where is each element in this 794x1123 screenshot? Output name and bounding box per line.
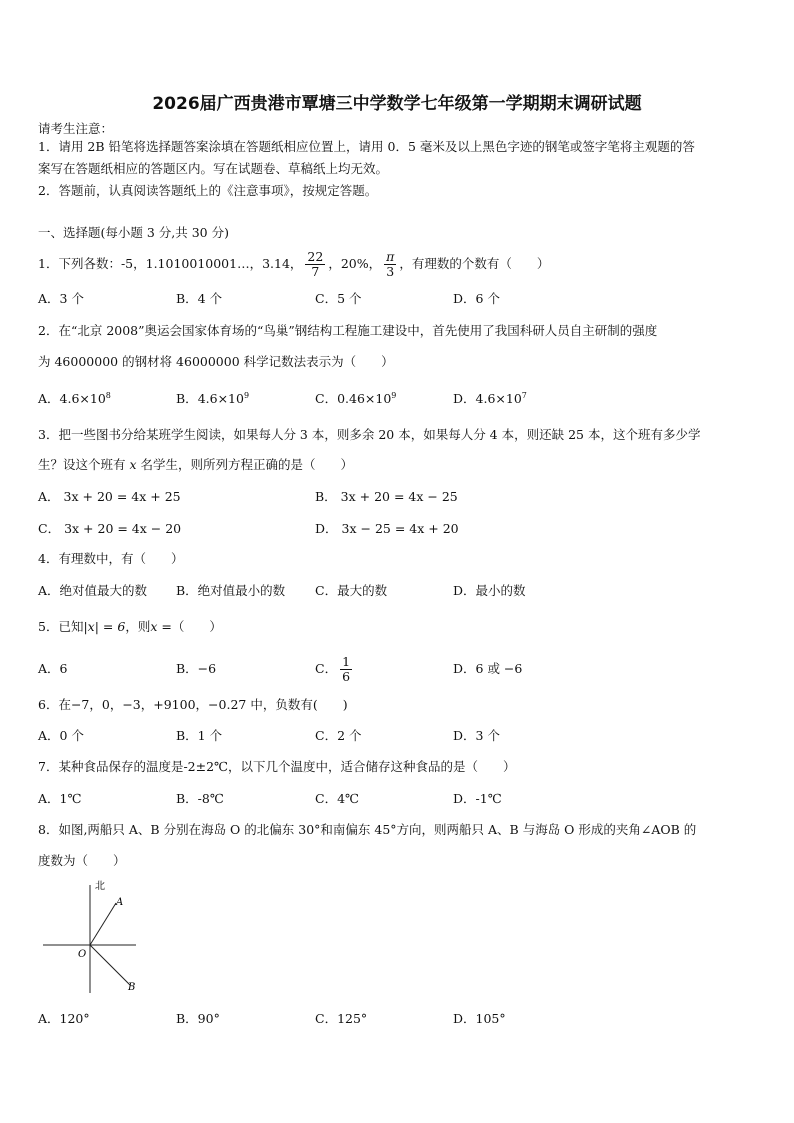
q7-option-a[interactable]: A．1℃ xyxy=(38,791,82,806)
point-b-label: B xyxy=(128,982,136,993)
q4-option-b[interactable]: B．绝对值最小的数 xyxy=(176,583,286,598)
question-4-stem: 4．有理数中，有（ ） xyxy=(38,551,184,566)
q3-option-d[interactable]: D． 3x − 25 = 4x + 20 xyxy=(315,521,459,536)
fraction-1-6: $\frac{1}{6}$ xyxy=(342,653,351,684)
point-o-label: O xyxy=(78,949,87,960)
q4-option-d[interactable]: D．最小的数 xyxy=(453,583,526,598)
q4-option-c[interactable]: C．最大的数 xyxy=(315,583,388,598)
question-8-line-2: 度数为（ ） xyxy=(38,853,126,868)
question-5-stem: 5．已知|x| = 6，则x =（ ） xyxy=(38,619,222,634)
q7-option-d[interactable]: D．-1℃ xyxy=(453,791,502,806)
compass-diagram xyxy=(38,875,148,1000)
q7-option-c[interactable]: C．4℃ xyxy=(315,791,360,806)
page-title: 2026届广西贵港市覃塘三中学数学七年级第一学期期末调研试题 xyxy=(152,94,642,114)
q3-option-a[interactable]: A． 3x + 20 = 4x + 25 xyxy=(38,489,181,504)
q3-option-b[interactable]: B． 3x + 20 = 4x − 25 xyxy=(315,489,458,504)
section-heading: 一、选择题(每小题 3 分,共 30 分) xyxy=(38,225,229,240)
question-8-line-1: 8．如图,两船只 A、B 分别在海岛 O 的北偏东 30°和南偏东 45°方向，则两船只 A、B 与海岛 O 形成的夹角∠AOB 的 xyxy=(38,822,697,837)
ray-ob xyxy=(90,945,130,985)
question-1-stem: 1．下列各数：-5，1.1010010001…，3.14， $\frac{22}{7}$ ，20%， $\frac{\pi}{3}$ ，有理数的个数有（ ） xyxy=(38,248,550,279)
notice-heading: 请考生注意： xyxy=(38,121,114,136)
q5-option-b[interactable]: B．−6 xyxy=(176,661,217,676)
q7-option-b[interactable]: B．-8℃ xyxy=(176,791,224,806)
q1-option-a[interactable]: A．3 个 xyxy=(38,291,84,306)
question-3-line-1: 3．把一些图书分给某班学生阅读，如果每人分 3 本，则多余 20 本，如果每人分 4 本，则还缺 25 本，这个班有多少学 xyxy=(38,427,701,442)
q6-option-d[interactable]: D．3 个 xyxy=(453,728,500,743)
fraction-22-7: $\frac{22}{7}$ xyxy=(307,248,324,279)
q2-option-a[interactable]: A．$4.6\times 10^8$ xyxy=(38,390,111,406)
notice-item-1-line-2: 案写在答题纸相应的答题区内。写在试题卷、草稿纸上均无效。 xyxy=(38,161,389,176)
q6-option-a[interactable]: A．0 个 xyxy=(38,728,84,743)
north-label: 北 xyxy=(95,881,105,892)
question-6-stem: 6．在−7，0，−3，+9100，−0.27 中，负数有( ) xyxy=(38,697,348,712)
q5-option-c[interactable]: C． $\frac{1}{6}$ xyxy=(315,653,351,684)
question-2-line-2: 为 46000000 的钢材将 46000000 科学记数法表示为（ ） xyxy=(38,354,394,369)
q8-option-d[interactable]: D．105° xyxy=(453,1011,506,1026)
q3-option-c[interactable]: C． 3x + 20 = 4x − 20 xyxy=(38,521,182,536)
q4-option-a[interactable]: A．绝对值最大的数 xyxy=(38,583,148,598)
notice-item-1-line-1: 1．请用 2B 铅笔将选择题答案涂填在答题纸相应位置上，请用 0．5 毫米及以上黑色字迹的钢笔或签字笔将主观题的答 xyxy=(38,139,695,154)
question-2-line-1: 2．在“北京 2008”奥运会国家体育场的“鸟巢”钢结构工程施工建设中，首先使用了我国科研人员自主研制的强度 xyxy=(38,323,658,338)
question-7-stem: 7．某种食品保存的温度是-2±2℃，以下几个温度中，适合储存这种食品的是（ ） xyxy=(38,759,516,774)
q2-option-c[interactable]: C．$0.46\times 10^9$ xyxy=(315,390,397,406)
point-a-label: A xyxy=(116,897,124,908)
question-3-line-2: 生？设这个班有 x 名学生，则所列方程正确的是（ ） xyxy=(38,457,354,472)
q8-option-c[interactable]: C．125° xyxy=(315,1011,368,1026)
q6-option-c[interactable]: C．2 个 xyxy=(315,728,362,743)
q6-option-b[interactable]: B．1 个 xyxy=(176,728,223,743)
ray-oa xyxy=(90,903,116,945)
q5-option-a[interactable]: A．6 xyxy=(38,661,68,676)
q1-option-d[interactable]: D．6 个 xyxy=(453,291,500,306)
q2-option-d[interactable]: D．$4.6\times 10^7$ xyxy=(453,390,527,406)
q8-option-a[interactable]: A．120° xyxy=(38,1011,90,1026)
fraction-pi-3: $\frac{\pi}{3}$ xyxy=(386,248,395,279)
q2-option-b[interactable]: B．$4.6\times 10^9$ xyxy=(176,390,250,406)
q8-option-b[interactable]: B．90° xyxy=(176,1011,220,1026)
q1-option-b[interactable]: B．4 个 xyxy=(176,291,223,306)
notice-item-2: 2．答题前，认真阅读答题纸上的《注意事项》，按规定答题。 xyxy=(38,183,378,198)
q5-option-d[interactable]: D．6 或 −6 xyxy=(453,661,523,676)
q1-option-c[interactable]: C．5 个 xyxy=(315,291,362,306)
